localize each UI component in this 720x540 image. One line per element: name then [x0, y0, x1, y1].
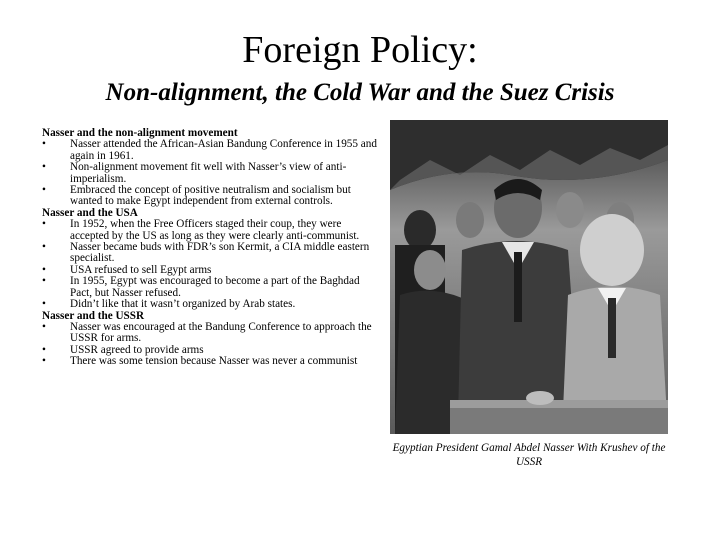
slide-title: Foreign Policy: — [242, 29, 478, 71]
bullet-glyph: • — [42, 138, 46, 151]
photo-figure — [414, 250, 446, 290]
photo-podium — [450, 405, 668, 434]
bullet-item — [42, 242, 382, 265]
section-ussr — [42, 311, 382, 368]
historical-photo — [390, 120, 668, 434]
bullet-glyph: • — [42, 298, 46, 311]
bullet-glyph: • — [42, 355, 46, 368]
bullet-text: USSR agreed to provide arms — [70, 343, 204, 356]
bullet-text: USA refused to sell Egypt arms — [70, 263, 212, 276]
section-usa — [42, 208, 382, 311]
bullet-glyph: • — [42, 218, 46, 231]
bullet-item — [42, 276, 382, 299]
section-heading: Nasser and the USSR — [42, 309, 145, 322]
bullet-content — [42, 128, 382, 368]
photo-figure — [580, 214, 644, 286]
bullet-item — [42, 185, 382, 208]
bullet-glyph: • — [42, 184, 46, 197]
photo-figure — [608, 298, 616, 358]
slide-subtitle: Non-alignment, the Cold War and the Suez Crisis — [105, 79, 615, 106]
bullet-text: In 1955, Egypt was encouraged to become a part of the Baghdad Pact, but Nasser refused. — [70, 275, 360, 299]
bullet-item — [42, 162, 382, 185]
bullet-text: Embraced the concept of positive neutralism and socialism but wanted to make Egypt independent from external controls. — [70, 184, 351, 208]
photo-figure — [456, 202, 484, 238]
bullet-item — [42, 299, 382, 310]
bullet-text: Nasser attended the African-Asian Bandung Conference in 1955 and again in 1961. — [70, 138, 377, 162]
photo-figure — [556, 192, 584, 228]
bullet-text: There was some tension because Nasser was never a communist — [70, 355, 358, 368]
section-non-alignment — [42, 128, 382, 208]
bullet-text: Didn’t like that it wasn’t organized by Arab states. — [70, 298, 296, 311]
bullet-text: In 1952, when the Free Officers staged their coup, they were accepted by the US as long as they were clearly anti-communist. — [70, 218, 360, 242]
photo-illustration — [390, 120, 668, 434]
bullet-glyph: • — [42, 263, 46, 276]
bullet-glyph: • — [42, 320, 46, 333]
photo-figure — [526, 391, 554, 405]
bullet-text: Non-alignment movement fit well with Nasser’s view of anti-imperialism. — [70, 161, 347, 185]
bullet-text: Nasser was encouraged at the Bandung Conference to approach the USSR for arms. — [70, 320, 372, 345]
photo-figure — [514, 252, 522, 322]
bullet-text: Nasser became buds with FDR’s son Kermit, a CIA middle eastern specialist. — [70, 241, 370, 265]
bullet-glyph: • — [42, 161, 46, 174]
section-heading: Nasser and the non-alignment movement — [42, 127, 238, 139]
bullet-item — [42, 322, 382, 345]
bullet-glyph: • — [42, 275, 46, 288]
bullet-glyph: • — [42, 343, 46, 356]
photo-figure — [404, 210, 436, 250]
photo-caption: Egyptian President Gamal Abdel Nasser With Krushev of the USSR — [392, 442, 666, 468]
bullet-item — [42, 356, 382, 367]
photo-podium — [450, 400, 668, 408]
section-heading: Nasser and the USA — [42, 206, 138, 219]
bullet-item — [42, 139, 382, 162]
bullet-glyph: • — [42, 241, 46, 254]
bullet-item — [42, 219, 382, 242]
